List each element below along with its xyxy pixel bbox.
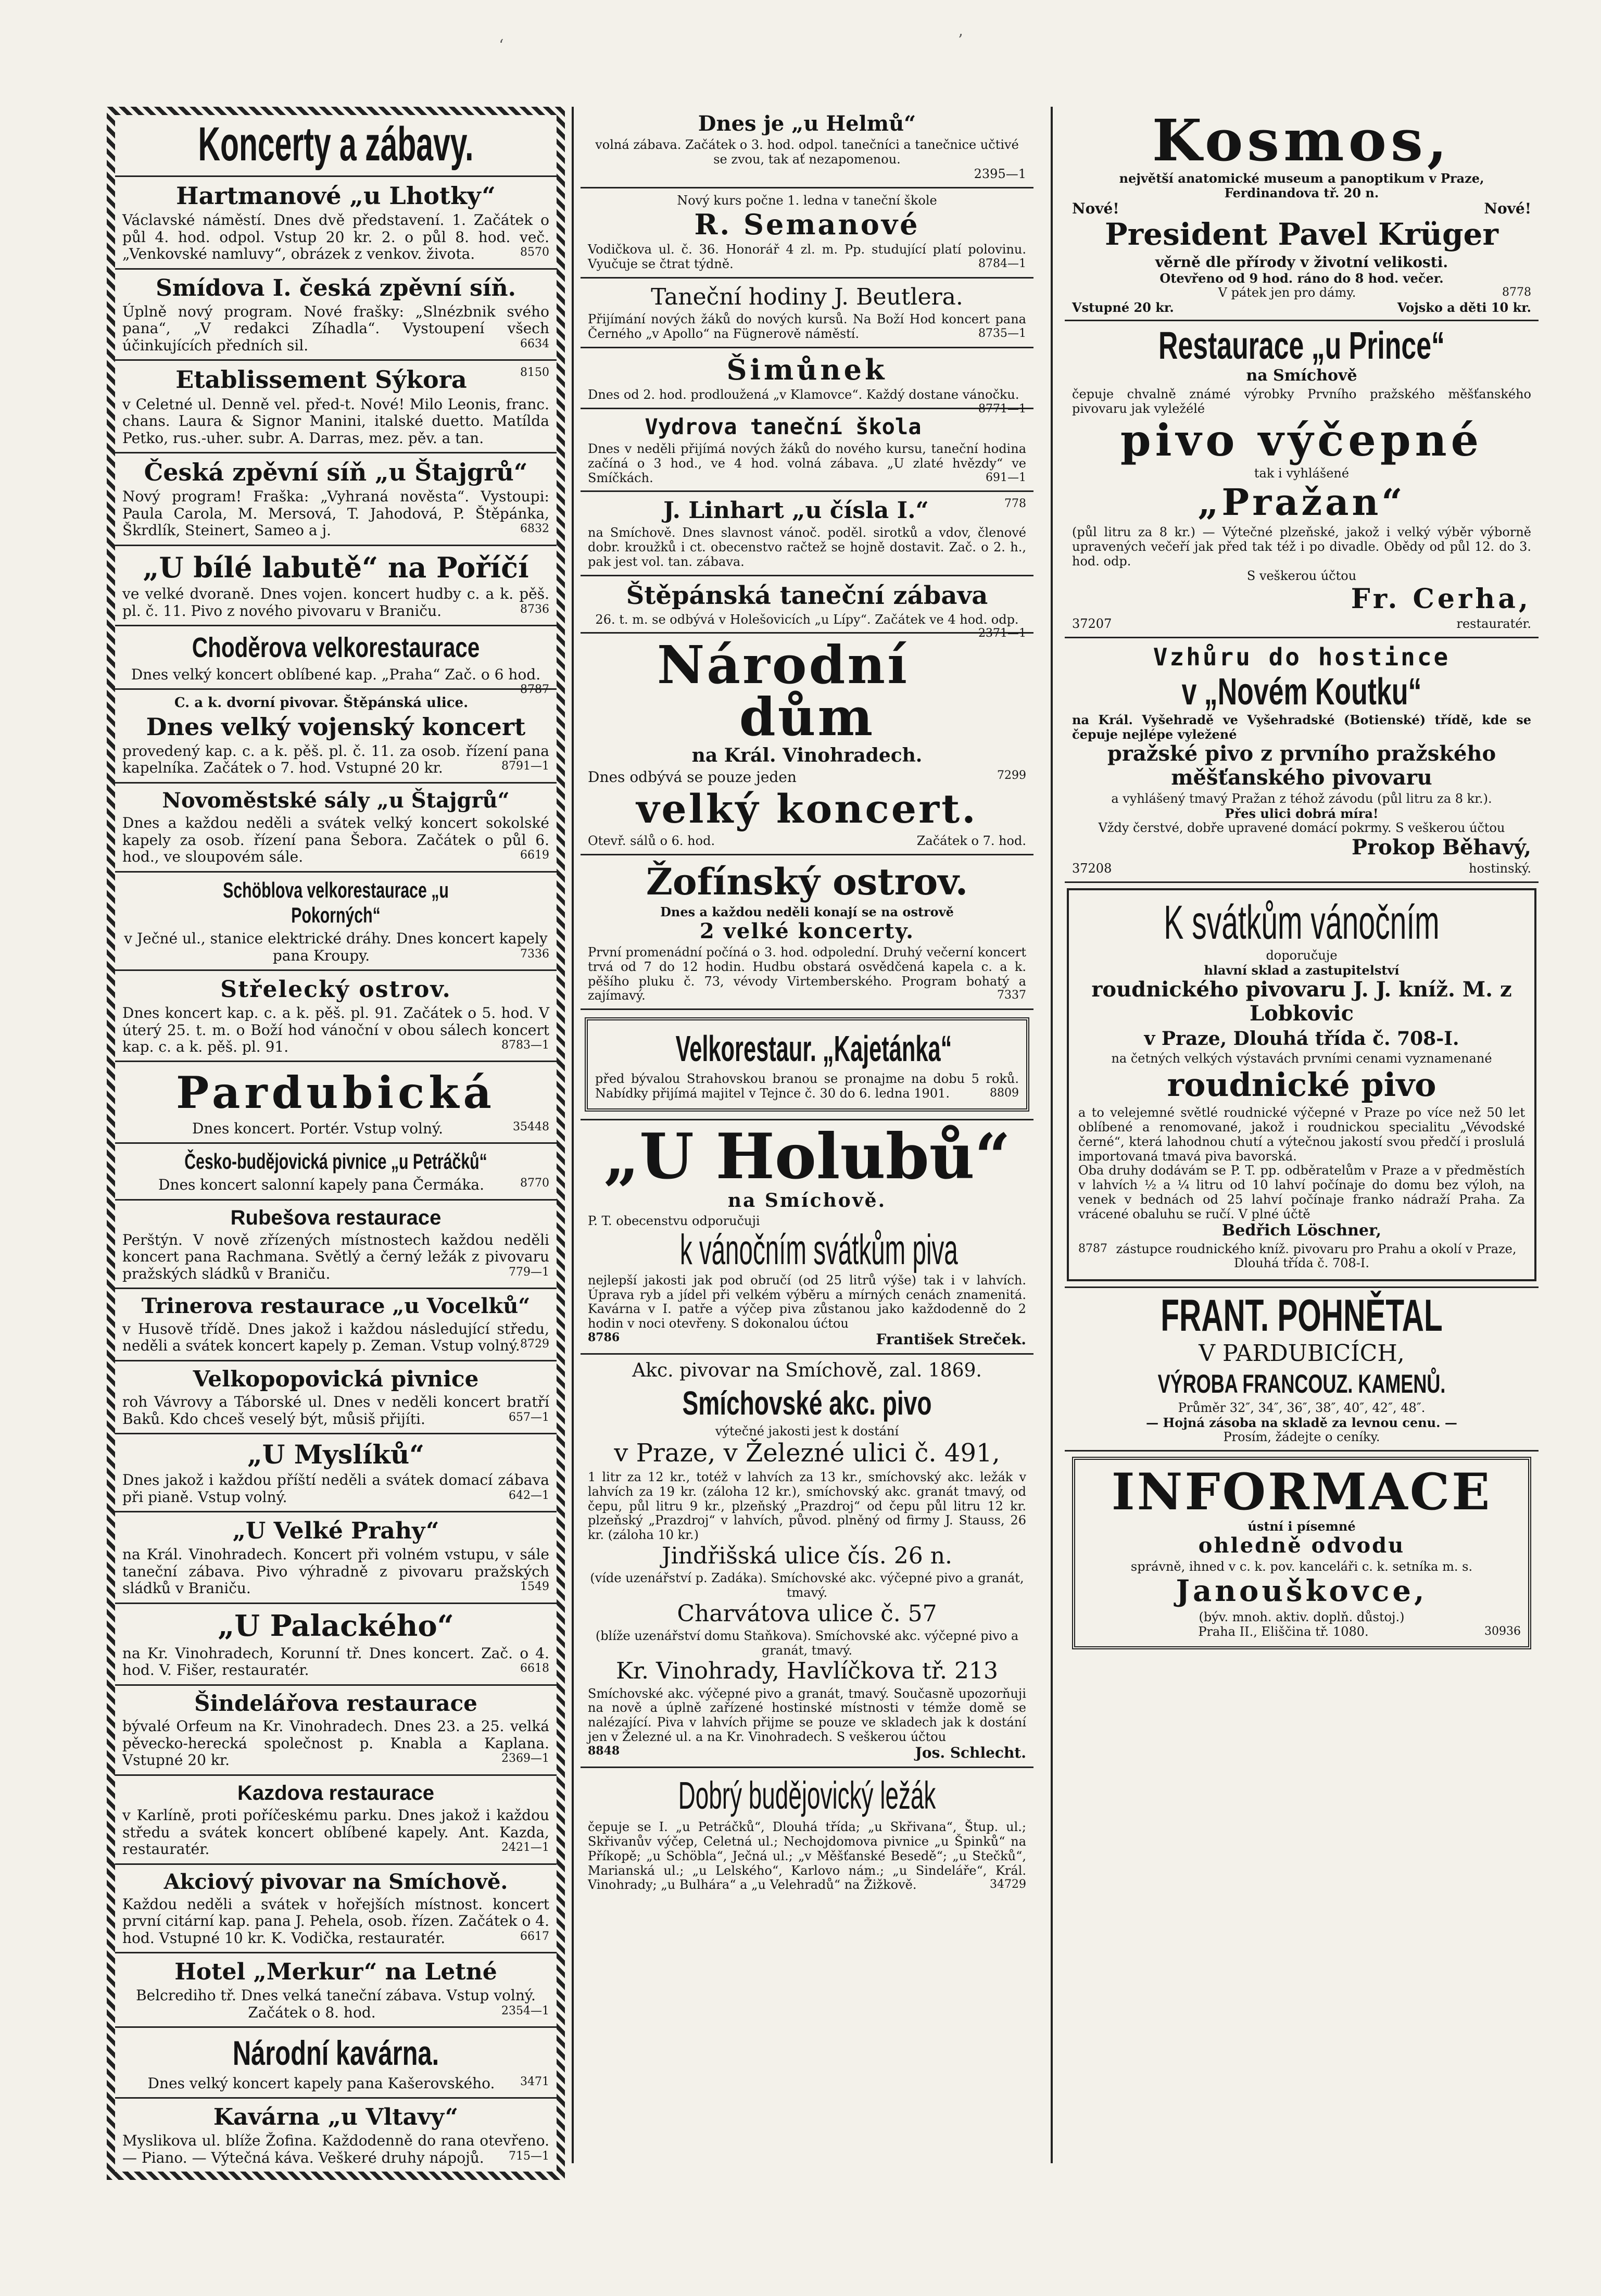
ad-petracku <box>115 1144 557 1200</box>
ad-subheading: ohledně odvodu <box>1198 1533 1405 1558</box>
ad-body-2: a vyhlášený tmavý Pražan z téhož závodu (půl litru za 8 kr.). <box>1111 791 1492 806</box>
ad-body: v Celetné ul. Denně vel. před-t. Nové! Milo Leonis, franc. chans. Laura & Signor Manini, italské duetto. Matílda Petko, rus.-uher. subr. A. Darras, mez. pěv. a tan. <box>122 395 549 447</box>
ad-novomestske <box>115 784 557 873</box>
ad-body: na Kr. Vinohradech, Korunní tř. Dnes koncert. Zač. o 4. hod. V. Fišer, restauratér. 6618 <box>122 1644 549 1679</box>
column-middle <box>581 107 1033 1898</box>
informace-frame <box>1072 1457 1531 1650</box>
ad-body: čepuje chvalně známé výrobky Prvního pražského měšťanského pivovaru jak vyležélé <box>1072 387 1531 416</box>
ad-subheading: na Smíchově <box>1246 367 1357 385</box>
ad-body: v Husově třídě. Dnes jakož i každou následující středu, neděli a svátek koncert kapely p. Zeman. Vstup volný. 8729 <box>122 1320 549 1355</box>
ad-pardubicka <box>115 1062 557 1144</box>
ad-strelecky <box>115 971 557 1062</box>
ad-subheading: Dnes velký vojenský koncert <box>146 712 526 741</box>
ad-address-3: Kr. Vinohrady, Havlíčkova tř. 213 <box>615 1658 998 1685</box>
ad-body: roh Vávrovy a Táborské ul. Dnes v neděli koncert bratří Baků. Kdo chceš veselý být, můsiš přijíti. 657—1 <box>122 1393 549 1428</box>
ad-beutler <box>581 279 1033 348</box>
ad-body-2: tak i vyhlášené <box>1254 466 1350 481</box>
ad-labute <box>115 546 557 627</box>
ad-roudnicke <box>1065 883 1539 1288</box>
column-rule-1 <box>572 107 574 2163</box>
ad-akciovy-smichov <box>115 1865 557 1954</box>
ad-big-line: Janouškovce, <box>1176 1573 1428 1608</box>
ad-subheading: v „Novém Koutku“ <box>1181 671 1422 713</box>
ad-body: Perštýn. V nově zřízených místnostech každou neděli koncert pana Rachmana. Světlý a černý ležák z pivovaru pražských sládků v Braniču. 779—1 <box>122 1231 549 1282</box>
ad-big-line-2: „Pražan“ <box>1197 481 1406 524</box>
ad-body: doporučuje <box>1266 948 1338 963</box>
ad-body: Dnes koncert. Portér. Vstup volný. 35448 <box>192 1119 549 1137</box>
ad-body: P. T. obecenstvu odporučuji <box>588 1213 760 1228</box>
ad-heading: Rubešova restaurace <box>230 1206 442 1229</box>
ad-zofin <box>581 855 1033 1011</box>
ad-body: Dnes velký koncert oblíbené kap. „Praha“ Zač. o 6 hod. 8787 <box>131 665 549 697</box>
ad-heading: Velkopopovická pivnice <box>193 1366 479 1392</box>
ad-body-2: Průměr 32″, 34″, 36″, 38″, 40″, 42″, 48″. <box>1178 1401 1426 1416</box>
ad-footer: Otevř. sálů o 6. hod. Začátek o 7. hod. <box>588 833 1026 848</box>
ad-body: v Karlíně, proti poříčeskému parku. Dnes jakož i každou středu a svátek koncert oblíbené kapely. Ant. Kazda, restauratér. 2421—1 <box>122 1807 549 1858</box>
ad-heading: Hartmanové „u Lhotky“ <box>176 182 496 210</box>
ad-body: před bývalou Strahovskou branou se pronajme na dobu 5 roků. Nabídky přijímá majitel v Tejnce č. 30 do 6. ledna 1901. 8809 <box>595 1071 1019 1101</box>
ad-heading: Dobrý budějovický ležák <box>678 1774 936 1818</box>
ad-heading: Štěpánská taneční zábava <box>626 581 988 610</box>
ad-kosmos <box>1065 107 1539 321</box>
ad-new-marker: Nové! Nové! <box>1072 199 1531 217</box>
ad-body-4: V pátek jen pro dámy. 8778 <box>1218 285 1531 300</box>
ad-velkopopovicka <box>115 1361 557 1435</box>
ad-myslik <box>115 1434 557 1512</box>
ad-heading: Vydrova taneční škola <box>645 414 922 440</box>
ad-body: Dnes odbývá se pouze jeden 7299 <box>588 768 1026 786</box>
ad-body-2: nejlepší jakosti jak pod obručí (od 25 litrů výše) tak i v lahvích. Úprava ryb a jídel při velkém výběru a mírných cenách znamenitá. Kavárna v I. patře a výčep piva zůstanou jako každodenně do 2 hodin v noci otevřeny. S dokonalou úćtou <box>588 1272 1026 1331</box>
ad-body: Dnes od 2. hod. prodloužená „v Klamovce“. Každý dostane vánočku. 8771—1 <box>588 387 1026 416</box>
ad-helmu <box>581 107 1033 188</box>
ad-body: volná zábava. Začátek o 3. hod. odpol. tanečníci a tanečnice učtivé se zvou, tak ať nezapomenou. <box>595 137 1019 167</box>
ad-body: Úplně nový program. Nové frašky: „Slnézbnik svého pana“, „V redakci Zíhadla“. Vystoupení všech účinkujících předních sil. 6634 <box>122 302 549 354</box>
ad-heading: Česká zpěvní síň „u Štajgrů“ <box>144 458 528 486</box>
ad-footer: Vstupné 20 kr. Vojsko a děti 10 kr. <box>1072 299 1531 315</box>
ad-body-4: na četných velkých výstavách prvními cenami vyznamenané <box>1111 1051 1492 1066</box>
ad-heading: FRANT. POHNĚTAL <box>1161 1291 1443 1341</box>
ad-heading: Taneční hodiny J. Beutlera. <box>651 283 963 310</box>
ad-big-line: pražské pivo z prvního pražského měšťanského pivovaru <box>1107 741 1496 790</box>
ad-rubes <box>115 1201 557 1290</box>
ad-heading: Etablissement Sýkora 8150 <box>175 365 549 394</box>
ad-kazda <box>115 1776 557 1865</box>
ad-palacky <box>115 1604 557 1686</box>
ad-kajetanka <box>581 1010 1033 1120</box>
ad-heading: Nový kurs počne 1. ledna v taneční škole <box>677 193 937 208</box>
ad-heading: Trinerova restaurace „u Vocelků“ <box>141 1294 531 1319</box>
ad-footer: 37208 hostinský. <box>1072 861 1531 876</box>
ad-signature: Prokop Běhavý, <box>1352 835 1531 860</box>
ad-heading: „U Myslíků“ <box>247 1439 425 1470</box>
ad-body: ústní i písemné <box>1247 1518 1356 1534</box>
ad-body: provedený kap. c. a k. pěš. pl. č. 11. za osob. řízení pana kapelníka. Začátek o 7. hod. Vstupné 20 kr. 8791—1 <box>122 742 549 777</box>
ad-heading: Schöblova velkorestaurace „u Pokorných“ <box>223 877 449 928</box>
ad-heading: Novoměstské sály „u Štajgrů“ <box>162 788 510 813</box>
ad-heading: „U bílé labutě“ na Poříčí <box>143 550 529 584</box>
ad-body-4: Vždy čerstvé, dobře upravené domácí pokrmy. S veškerou účtou <box>1098 821 1505 836</box>
ad-heading: J. Linhart „u čísla I.“ 778 <box>663 497 1026 524</box>
ad-choder <box>115 626 557 697</box>
ad-body: Dnes v neděli přijímá nových žáků do nového kursu, taneční hodina začíná o 3 hod., ve 4 hod. volná zábava. „U zlaté hvězdy“ ve Smíčkách. 691—1 <box>588 441 1026 485</box>
column-right <box>1065 107 1539 1655</box>
ad-sykora <box>115 361 557 453</box>
ad-heading: Vzhůru do hostince <box>1153 642 1451 671</box>
page-mark-left: ‘ <box>499 36 504 55</box>
ad-hartman <box>115 177 557 270</box>
ad-heading: Česko-budějovická pivnice „u Petráčků“ <box>184 1149 487 1174</box>
ad-heading: Národní kavárna. <box>232 2034 439 2073</box>
ad-body: Belcrediho tř. Dnes velká taneční zábava. Vstup volný. Začátek o 8. hod. 2354—1 <box>136 1987 549 2021</box>
ad-heading: Žofínský ostrov. <box>646 860 968 903</box>
ad-big-line: k vánočním svátkům piva <box>679 1226 958 1273</box>
ad-heading: C. a k. dvorní pivovar. Štěpánská ulice. <box>174 695 469 711</box>
ad-body: VÝROBA FRANCOUZ. KAMENŮ. <box>1157 1369 1446 1399</box>
ad-body: Dnes velký koncert kapely pana Kašerovského. 3471 <box>147 2074 549 2092</box>
ad-body: ve velké dvoraně. Dnes vojen. koncert hudby c. a k. pěš. pl. č. 11. Pivo z nového pivovaru v Braniču. 8736 <box>122 585 549 620</box>
ad-heading: Střelecký ostrov. <box>220 976 451 1003</box>
ad-body-3: — Hojná zásoba na skladě za levnou cenu. — <box>1146 1415 1457 1431</box>
ad-triner <box>115 1289 557 1361</box>
ad-address-1: Jindřišská ulice čís. 26 n. <box>661 1543 953 1570</box>
ad-informace <box>1065 1452 1539 1655</box>
ad-heading: Šimůnek <box>726 352 888 386</box>
ad-body: Myslikova ul. blíže Žofina. Každodenně do rana otevřeno. — Piano. — Výtečná káva. Veškeré druhy nápojů. 715—1 <box>122 2132 549 2166</box>
ad-body: Dnes koncert salonní kapely pana Čermáka. 8770 <box>158 1176 549 1194</box>
ad-footer: Praha II., Eliščina tř. 1080. 30936 <box>1198 1624 1521 1639</box>
ad-big-line: pivo výčepné <box>1120 414 1483 466</box>
ad-body: bývalé Orfeum na Kr. Vinohradech. Dnes 23. a 25. velká pěvecko-herecká společnost p. Knabla a Kaplana. Vstupné 20 kr. 2369—1 <box>122 1718 549 1769</box>
ad-address-main: v Praze, v Železné ulici č. 491, <box>614 1439 1000 1468</box>
ad-body-3: Přes ulici dobrá míra! <box>1225 806 1379 822</box>
ad-body-2: správně, ihned v c. k. pov. kanceláři c. k. setníka m. s. <box>1130 1559 1473 1574</box>
ad-smid <box>115 270 557 361</box>
ad-subheading: na Smíchově. <box>727 1190 887 1212</box>
ad-subheading: R. Semanové <box>694 207 920 241</box>
ad-body: Nový program! Fraška: „Vyhraná nověsta“. Vystoupi: Paula Carola, M. Mersová, T. Jahodová, P. Štěpánka, Škrdlík, Steinert, Sameo a j. 6832 <box>122 488 549 539</box>
ad-heading: Akc. pivovar na Smíchově, zal. 1869. <box>632 1360 982 1382</box>
ad-prince <box>1065 321 1539 638</box>
ad-heading: Šindelářova restaurace <box>194 1690 477 1716</box>
ad-smichov-pivovar: Akc. pivovar na Smíchově, zal. 1869. Smíchovské akc. pivo výtečné jakosti jest k dostání v Praze, v Železné ulici č. 491, 1 litr za 12 kr., totéž v lahvích za 13 kr., smíchovský akc. ležák v lahvích za 19 kr. (záloha 12 kr.), smíchovský akc. granát tmavý, od čepu, půl litru 9 kr., plzeňský „Prazdroj“ od čepu půl litru 12 kr. plzeňský „Prazdroj“ v lahvích, původ. plněný od firmy J. Stauss, 26 kr. (záloha 10 kr.) Jindřišská ulice čís. 26 n. (víde uzenářství p. Zadáka). Smíchovské akc. výčepné pivo a granát, tmavý. Charvátova ulice č. 57 (blíže uzenářství domu Staňkova). Smíchovské akc. výčepné pivo a granát, tmavý. Kr. Vinohrady, Havlíčkova tř. 213 Smíchovské akc. výčepné pivo a granát, tmavý. Současně upozorňuji na nově a úplně zařízené hostinské místnosti v témže domě se nalézající. Piva v lahvích přijme se pouze ve skladech jak k dostání jen v Železné ul. a na Kr. Vinohradech. S veškerou účtou 8848 Jos. Schlecht. <box>581 1355 1033 1768</box>
ad-body-3: (půl litru za 8 kr.) — Výtečné plzeňské, jakož i velký výběr výborně upravených večeří jak před tak též i po divadle. Obědy od půl 12. do 3. hod. odp. <box>1072 525 1531 569</box>
ad-body: Každou neděli a svátek v hořejších místnost. koncert první citární kap. pana J. Pehela, osob. řízen. Začátek o 4. hod. Vstupné 10 kr. K. Vodička, restauratér. 6617 <box>122 1895 549 1947</box>
ad-body: Přijímání nových žáků do nových kursů. Na Boží Hod koncert pana Černého „v Apollo“ na Fügnerově náměstí. 8735—1 <box>588 312 1026 341</box>
ad-heading: „U Velké Prahy“ <box>232 1518 439 1545</box>
ad-body: na Král. Vinohradech. Koncert při volném vstupu, v sále taneční zábava. Pivo výhradně z pivovaru pražských sládků v Braniču. 1549 <box>122 1546 549 1597</box>
ad-heading: Dnes je „u Helmů“ <box>698 111 916 136</box>
ad-body: výtečné jakosti jest k dostání <box>715 1424 899 1439</box>
ad-body-3: Otevřeno od 9 hod. ráno do 8 hod. večer. <box>1159 270 1444 286</box>
ad-heading: Restaurace „u Prince“ <box>1158 324 1445 368</box>
ad-subheading: hlavní sklad a zastupitelství <box>1204 962 1400 978</box>
column-concerts <box>107 107 565 2180</box>
ad-signature: Fr. Cerha, <box>1351 583 1531 615</box>
ad-big-line: roudnické pivo <box>1167 1066 1436 1104</box>
ad-signature: Bedřich Löschner, <box>1221 1221 1382 1240</box>
ad-footer: 37207 restauratér. <box>1072 616 1531 631</box>
ad-heading: Kazdova restaurace <box>237 1781 434 1805</box>
ad-big-line: velký koncert. <box>636 785 978 832</box>
ad-heading: „U Palackého“ <box>218 1608 454 1643</box>
ad-body: Dnes a každou neděli konají se na ostrově <box>660 904 954 919</box>
ad-budejovicky <box>581 1768 1033 1898</box>
concerts-title-block <box>115 115 557 177</box>
ad-subheading: President Pavel Krüger <box>1105 217 1498 253</box>
ad-linhart <box>581 492 1033 576</box>
section-title: Koncerty a zábavy. <box>198 118 474 171</box>
ad-body-3: v Praze, Dlouhá třída č. 708-I. <box>1144 1027 1459 1050</box>
ad-body-2: 1 litr za 12 kr., totéž v lahvích za 13 kr., smíchovský akc. ležák v lahvích za 19 kr. (záloha 12 kr.), smíchovský akc. granát tmavý, od čepu, půl litru 9 kr., plzeňský „Prazdroj“ od čepu půl litru 12 kr. plzeňský „Prazdroj“ v lahvích, původ. plněný od firmy J. Stauss, 26 kr. (záloha 10 kr.) <box>588 1469 1026 1543</box>
ad-subheading: na Král. Vinohradech. <box>691 745 923 767</box>
ad-merkur <box>115 1953 557 2028</box>
ad-pohnetal <box>1065 1288 1539 1452</box>
ad-footer: 8787 zástupce roudnického kníž. pivovaru pro Prahu a okolí v Praze, Dlouhá třída č. 708-I. <box>1078 1241 1517 1271</box>
ad-sindelar <box>115 1686 557 1776</box>
ad-body-6: Oba druhy dodávám se P. T. pp. odběratelům v Praze a v předměstích v lahvích ½ a ¼ litru od 10 lahví počínaje do domu bez výloh, na venek v bednách od 25 lahví počínaje franko nádraží Praha. Za vrácené obaluhu se ručí. V plné účtě <box>1078 1163 1525 1221</box>
column-rule-2 <box>1051 107 1053 2163</box>
ad-stajgru <box>115 453 557 546</box>
kajetanka-box <box>585 1017 1029 1112</box>
ad-schobl <box>115 873 557 971</box>
ad-body: v Ječné ul., stanice elektrické dráhy. Dnes koncert kapely pana Kroupy. 7336 <box>124 930 549 964</box>
ad-heading: Pardubická <box>176 1067 496 1119</box>
ad-body-3: (býv. mnoh. aktiv. doplň. důstoj.) <box>1199 1609 1405 1624</box>
ad-dvorni-pivovar <box>115 690 557 783</box>
ad-subheading: 2 velké koncerty. <box>699 918 915 943</box>
ad-narodni-dum <box>581 634 1033 855</box>
ad-heading: „U Holubů“ <box>603 1120 1011 1194</box>
ad-vltava <box>115 2099 557 2172</box>
page-mark-right: ’ <box>958 31 963 49</box>
ad-subheading: Smíchovské akc. pivo <box>682 1384 932 1422</box>
ad-subheading: V PARDUBICÍCH, <box>1199 1340 1405 1367</box>
ad-body-5: a to velejemné světlé roudnické výčepné v Praze po více než 50 let oblíbené a renomované, jakož i roudnickou specialitu „Vévodské černé“, která lahodnou chutí a výtečnou jakostí svou předčí i proslulá importovaná tmavá piva bavorská. <box>1078 1105 1525 1164</box>
ad-body: Vodičkova ul. č. 36. Honorář 4 zl. m. Pp. studující platí polovinu. Vyučuje se čtrat týdně. 8784—1 <box>588 242 1026 272</box>
ad-heading: Choděrova velkorestaurace <box>192 632 480 664</box>
ad-stepanska <box>581 576 1033 640</box>
ad-address-2-note: (blíže uzenářství domu Staňkova). Smíchovské akc. výčepné pivo a granát, tmavý. <box>595 1628 1019 1658</box>
ad-heading: Akciový pivovar na Smíchově. <box>163 1869 508 1894</box>
ad-vydra <box>581 409 1033 492</box>
ad-address-3-note: Smíchovské akc. výčepné pivo a granát, tmavý. Současně upozorňuji na nově a úplně zařízené hostinské místnosti v témže domě se nalézající. Piva v lahvích přijme se pouze ve skladech jak k dostání jen v Železné ul. a na Kr. Vinohradech. S veškerou účtou <box>588 1686 1026 1744</box>
ad-address-1-note: (víde uzenářství p. Zadáka). Smíchovské akc. výčepné pivo a granát, tmavý. <box>590 1571 1024 1600</box>
ad-body: čepuje se I. „u Petráčků“, Dlouhá třída; „u Skřivana“, Štup. ul.; Skřivanův výčep, Celetná ul.; Nechojdomova pivnice „u Špinků“ na Příkopě; „u Schöbla“, Ječná ul.; „v Měšťanské Besedě“; „u Stečků“, Marianská ul.; „u Lelského“, Karlovo nám.; „u Sindeláře“, Král. Vinohrady; „u Bulhára“ a „u Velehradů“ na Žižkově. 34729 <box>588 1820 1026 1893</box>
ad-heading: INFORMACE <box>1111 1462 1492 1521</box>
ad-heading: Hotel „Merkur“ na Letné <box>174 1959 497 1986</box>
ad-simunek <box>581 348 1033 416</box>
ad-novy-koutek <box>1065 638 1539 884</box>
ad-heading: Kosmos, <box>1152 107 1452 174</box>
ad-address-2: Charvátova ulice č. 57 <box>677 1600 937 1627</box>
ad-heading: Národní dům <box>657 634 910 748</box>
ad-body-2: roudnického pivovaru J. J. kníž. M. z Lobkovic <box>1091 977 1512 1026</box>
ad-body: na Smíchově. Dnes slavnost vánoč. poděl. sirotků a vdov, členové dobr. kroužků i ct. obecenstvo račtež se hojně dostavit. Zač. o 2. h., pak jest vol. tan. zábava. <box>588 525 1026 570</box>
ad-semanove <box>581 188 1033 279</box>
ad-body: na Král. Vyšehradě ve Vyšehradské (Botienské) třídě, kde se čepuje nejlépe vyležené <box>1072 712 1531 742</box>
ad-body: 26. t. m. se odbývá v Holešovicích „u Lípy“. Začátek ve 4 hod. odp. 2371—1 <box>595 612 1026 640</box>
ad-number: 2395—1 <box>974 167 1026 182</box>
ad-heading: Kavárna „u Vltavy“ <box>213 2104 459 2131</box>
ad-body-4: S veškerou účtou <box>1246 568 1357 583</box>
ad-body: největší anatomické museum a panoptikum v Praze, Ferdinandova tř. 20 n. <box>1119 171 1484 200</box>
roudnicke-frame <box>1067 888 1536 1281</box>
ad-body: Václavské náměstí. Dnes dvě představení. 1. Začátek o půl 4. hod. odpol. Vstup 20 kr. 2. o půl 8. hod. več. „Venkovské namluvy“, obrázek z venkov. života. 8570 <box>122 211 549 263</box>
ad-body-2: věrně dle přírody v životní velikosti. <box>1155 254 1448 271</box>
ad-holubu: „U Holubů“ na Smíchově. P. T. obecenstvu odporučuji k vánočním svátkům piva nejlepší jakosti jak pod obručí (od 25 litrů výše) tak i v lahvích. Úprava ryb a jídel při velkém výběru a mírných cenách znamenitá. Kavárna v I. patře a výčep piva zůstanou jako každodenně do 2 hodin v noci otevřeny. S dokonalou úćtou 8786 František Streček. <box>581 1120 1033 1355</box>
ad-body: Dnes jakož i každou příští neděli a svátek domací zábava při pianě. Vstup volný. 642—1 <box>122 1471 549 1506</box>
ad-body: Dnes koncert kap. c. a k. pěš. pl. 91. Začátek o 5. hod. V úterý 25. t. m. o Boží hod vánoční v obou sálech koncert kap. c. a k. pěš. pl. 91. 8783—1 <box>122 1004 549 1055</box>
ad-body-2: První promenádní počíná o 3. hod. odpolední. Druhý večerní koncert trvá od 7 do 12 hodin. Hudbu obstará osvědčená kapela c. a k. pěšího pluku č. 73, vévody Virtemberského. Program bohatý a zajímavý. 7337 <box>588 944 1026 1003</box>
concerts-frame <box>107 107 565 2180</box>
ad-body: Dnes a každou neděli a svátek velký koncert sokolské kapely za osob. řízení pana Šebora. Začátek o půl 6. hod., ve sloupovém sále. 6619 <box>122 814 549 866</box>
ad-velke-prahy <box>115 1512 557 1604</box>
ad-heading: Velkorestaur. „Kajetánka“ <box>675 1028 952 1069</box>
ad-heading: K svátkům vánočním <box>1164 896 1440 950</box>
ad-body-4: Prosím, žádejte o ceníky. <box>1223 1429 1380 1444</box>
ad-heading: Smídova I. česká zpěvní síň. <box>156 274 516 301</box>
ad-narodni-kavarna <box>115 2028 557 2099</box>
